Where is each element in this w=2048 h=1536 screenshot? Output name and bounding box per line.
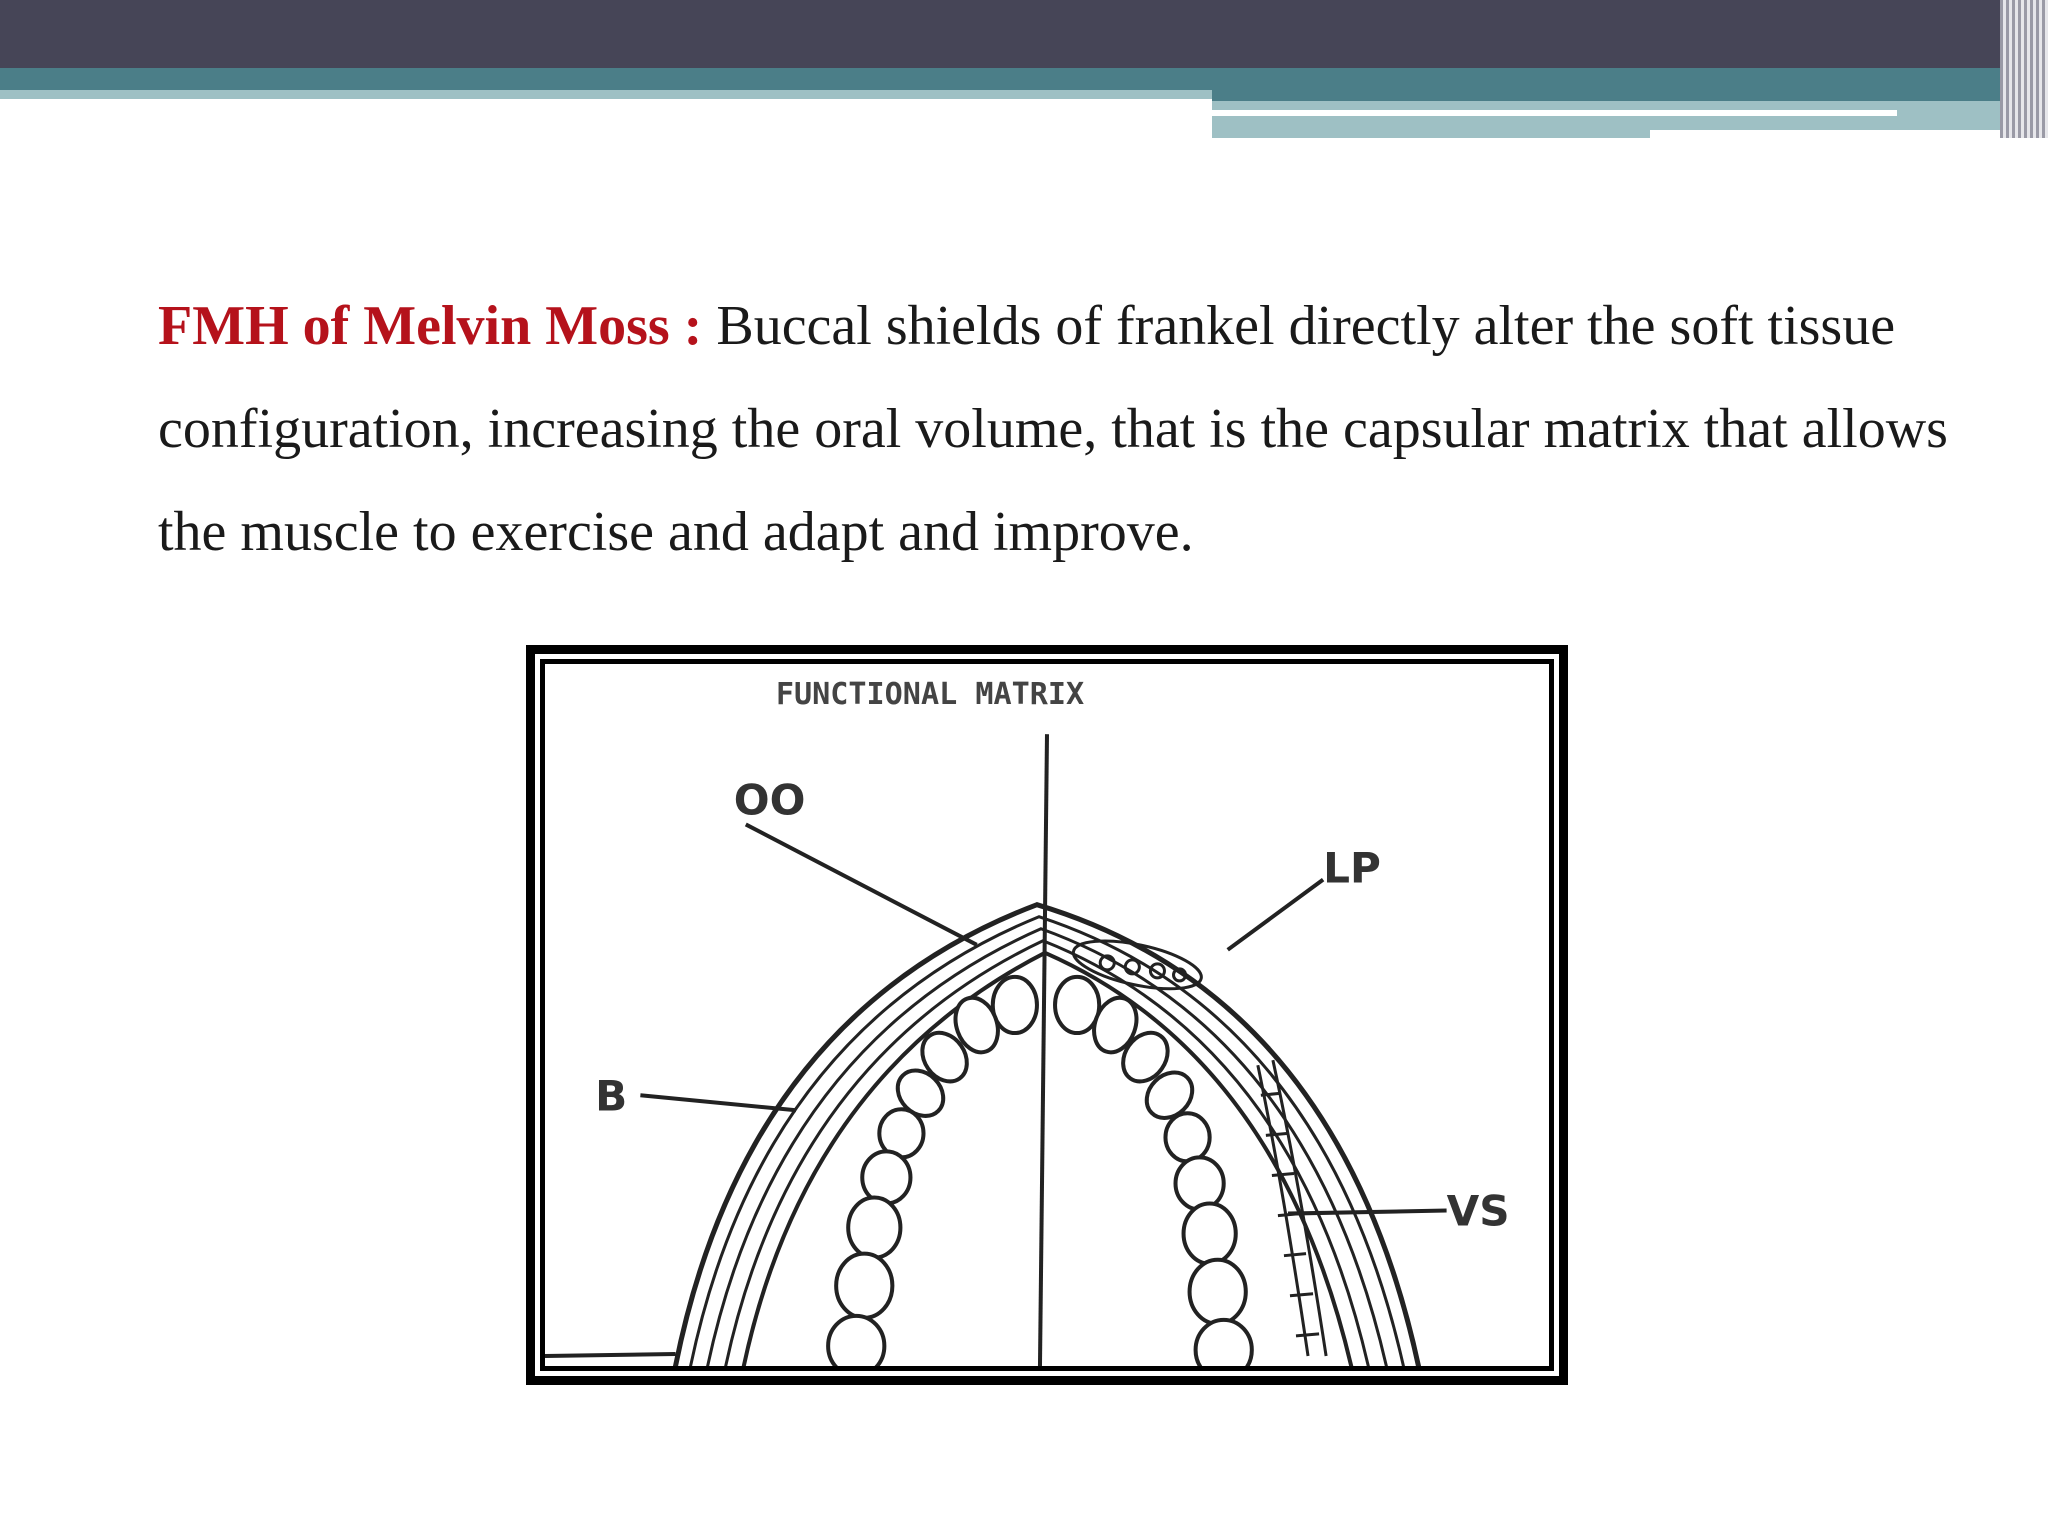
header-band-teal-right xyxy=(1212,68,2048,101)
label-b: B xyxy=(595,1071,628,1121)
header-band-teal-left xyxy=(0,68,1212,90)
label-leaders xyxy=(545,824,1447,1356)
midline xyxy=(1040,734,1047,1366)
label-vs: VS xyxy=(1446,1186,1510,1236)
label-oo: OO xyxy=(733,775,806,825)
label-lp: LP xyxy=(1323,843,1381,893)
header-band-light-left xyxy=(0,90,1212,99)
functional-matrix-diagram xyxy=(545,664,1549,1366)
figure-inner xyxy=(540,659,1554,1371)
body-paragraph xyxy=(158,275,1958,584)
header-line-1 xyxy=(1212,110,1897,116)
soft-tissue-arches xyxy=(676,905,1419,1366)
teeth-right xyxy=(1055,977,1252,1366)
figure-frame xyxy=(526,645,1568,1385)
header-band-dark xyxy=(0,0,2048,68)
heading-label: FMH of Melvin Moss : xyxy=(158,295,703,357)
figure-title: FUNCTIONAL MATRIX xyxy=(775,677,1085,713)
body-text: Buccal shields of frankel directly alter the soft tissue configuration, increasing the oral volume, that is the capsular matrix that allows the muscle to exercise and adapt and improve. xyxy=(158,295,1948,563)
header-stripes xyxy=(2000,0,2048,138)
header-line-2 xyxy=(1650,130,2010,138)
